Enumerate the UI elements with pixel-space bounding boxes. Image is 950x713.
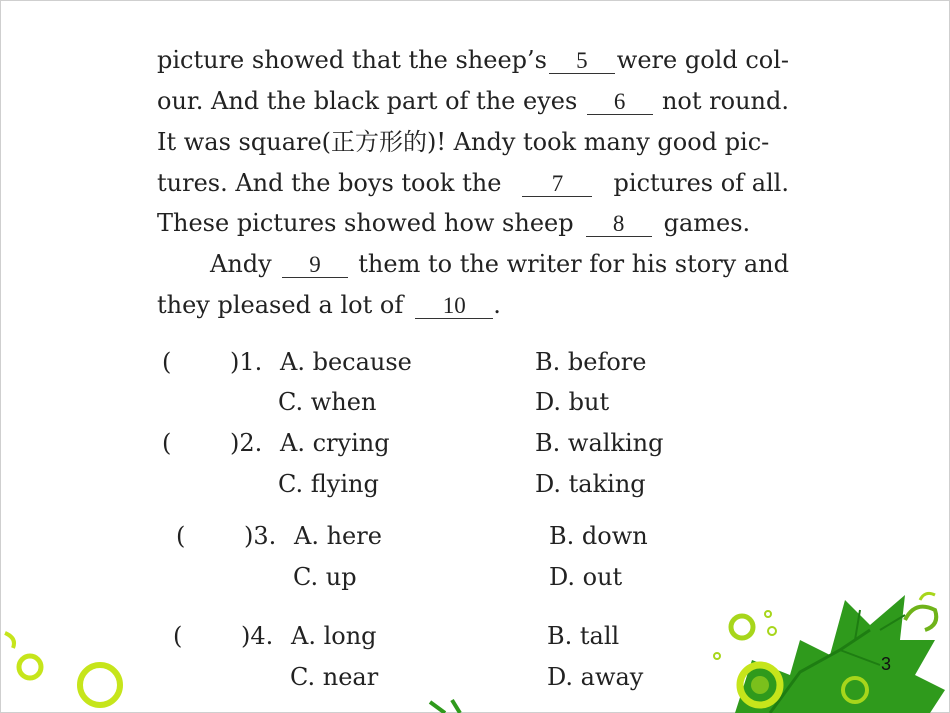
passage-line-7 <box>157 290 789 320</box>
blank-6: 6 <box>587 90 653 115</box>
text-segment: were gold col- <box>616 46 789 74</box>
option-a: A. here <box>294 522 382 550</box>
text-segment: they pleased a lot of <box>157 291 404 319</box>
option-c: C. flying <box>278 470 379 498</box>
passage-line-5 <box>157 208 789 238</box>
option-c: C. near <box>290 663 379 691</box>
question-number: )1. <box>230 348 263 376</box>
question-number: )4. <box>241 622 274 650</box>
text-segment: It was square(正方形的)! Andy took many good pic- <box>157 128 770 156</box>
question-number: )3. <box>244 522 277 550</box>
text-segment: pictures of all. <box>613 169 789 197</box>
option-a: A. long <box>291 622 377 650</box>
option-b: B. before <box>535 348 647 376</box>
option-b: B. down <box>549 522 648 550</box>
passage-line-2 <box>157 86 789 116</box>
blank-5: 5 <box>549 49 615 74</box>
option-c: C. up <box>293 563 357 591</box>
answer-paren: ( <box>173 622 183 650</box>
passage-line-1 <box>157 45 789 75</box>
blank-8: 8 <box>586 212 652 237</box>
option-c: C. when <box>278 388 377 416</box>
leaf-shape <box>735 595 945 713</box>
blank-7: 7 <box>522 172 592 197</box>
option-d: D. away <box>547 663 644 691</box>
text-segment: picture showed that the sheep’s <box>157 46 547 74</box>
answer-paren: ( <box>162 429 172 457</box>
blank-9: 9 <box>282 253 348 278</box>
text-segment: These pictures showed how sheep <box>157 209 574 237</box>
option-b: B. walking <box>535 429 664 457</box>
option-b: B. tall <box>547 622 620 650</box>
text-segment: . <box>493 291 501 319</box>
text-segment: Andy <box>210 250 272 278</box>
answer-paren: ( <box>162 348 172 376</box>
text-segment: our. And the black part of the eyes <box>157 87 578 115</box>
passage-line-4 <box>157 168 789 198</box>
text-segment: not round. <box>661 87 789 115</box>
option-a: A. because <box>280 348 412 376</box>
passage-line-3 <box>157 127 789 157</box>
question-number: )2. <box>230 429 263 457</box>
passage-line-6 <box>210 249 789 279</box>
text-segment: tures. And the boys took the <box>157 169 502 197</box>
option-d: D. taking <box>535 470 646 498</box>
blank-10: 10 <box>415 294 493 319</box>
text-segment: games. <box>663 209 751 237</box>
answer-paren: ( <box>176 522 186 550</box>
page-number: 3 <box>881 654 892 674</box>
option-d: D. out <box>549 563 623 591</box>
option-a: A. crying <box>280 429 390 457</box>
text-segment: them to the writer for his story and <box>358 250 789 278</box>
option-d: D. but <box>535 388 610 416</box>
ring-decoration <box>731 616 753 638</box>
